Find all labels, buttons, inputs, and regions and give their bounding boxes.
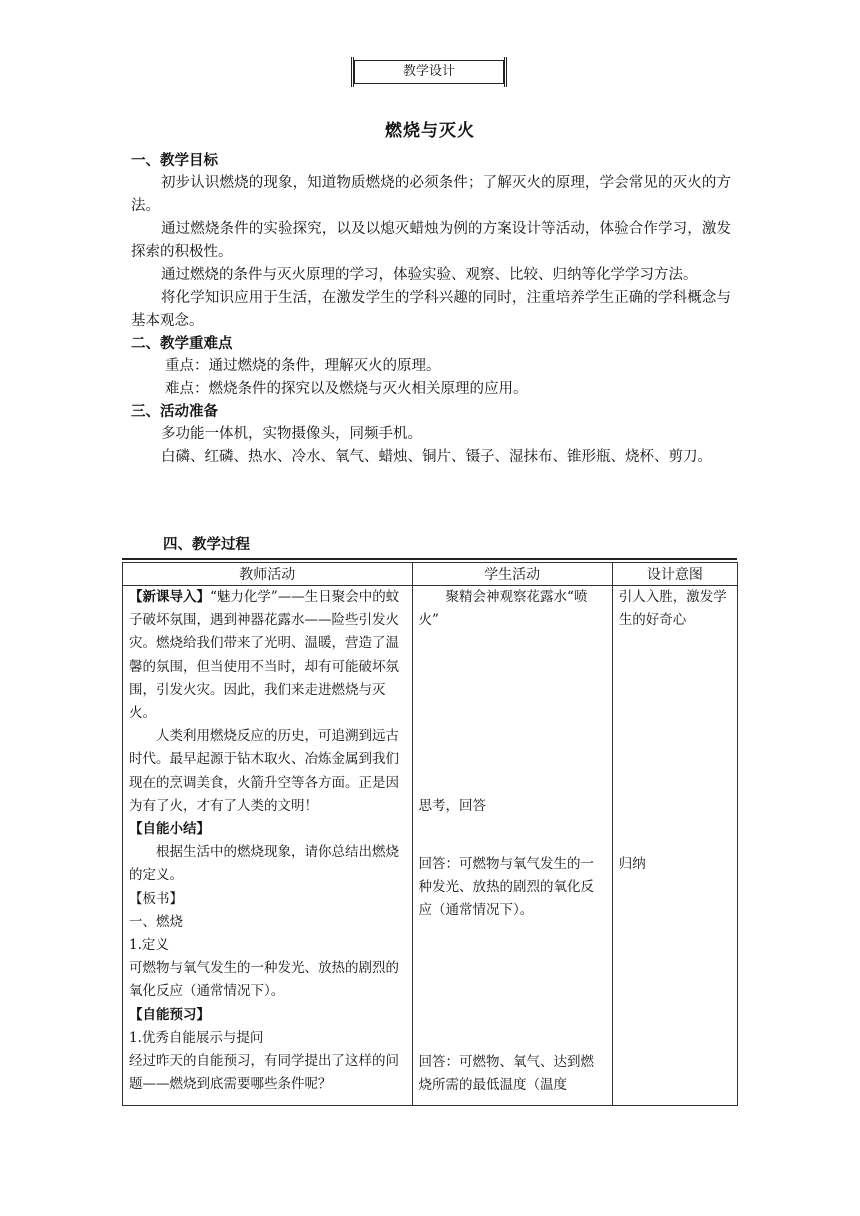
section-heading-key-points: 二、教学重难点 [131, 335, 233, 352]
intent-text: 引人入胜，激发学生的好奇心 [618, 589, 727, 629]
preview-label: 【自能预习】 [129, 1006, 210, 1023]
objective-paragraph: 将化学知识应用于生活，在激发学生的学科兴趣的同时，注重培养学生正确的学科概念与基本观念。 [131, 290, 731, 329]
student-answer-conditions: 回答：可燃物、氧气、达到燃烧所需的最低温度（温度 [418, 1054, 595, 1094]
preparation-item: 多功能一体机，实物摄像头，同频手机。 [161, 426, 422, 442]
board-line: 1.定义 [129, 937, 169, 954]
student-activity-cell [412, 586, 612, 1107]
board-line: 一、燃烧 [129, 913, 183, 930]
summary-label: 【自能小结】 [129, 821, 210, 838]
table-header-row [123, 563, 738, 586]
header-teacher-activity: 教师活动 [123, 563, 413, 586]
student-answer-definition: 回答：可燃物与氧气发生的一种发光、放热的剧烈的氧化反应（通常情况下）。 [418, 856, 595, 919]
table-top-rule [122, 558, 737, 560]
section-heading-objectives: 一、教学目标 [131, 152, 218, 169]
objective-paragraph: 通过燃烧条件的实验探究，以及以熄灭蜡烛为例的方案设计等活动，体验合作学习，激发探索的积极性。 [131, 221, 731, 260]
table-bottom-rule [122, 1105, 738, 1106]
objective-paragraph: 通过燃烧的条件与灭火原理的学习，体验实验、观察、比较、归纳等化学学习方法。 [161, 267, 698, 283]
document-type-banner: 教学设计 [354, 60, 504, 84]
preview-line: 经过昨天的自能预习，有同学提出了这样的问题——燃烧到底需要哪些条件呢？ [129, 1053, 399, 1093]
objective-paragraph: 初步认识燃烧的现象，知道物质燃烧的必须条件；了解灭火的原理，学会常见的灭火的方法。 [131, 175, 731, 214]
board-label: 【板书】 [129, 890, 183, 907]
teaching-process-table [122, 562, 738, 1106]
section-heading-preparation: 三、活动准备 [131, 403, 218, 420]
intro-label: 【新课导入】 [129, 589, 210, 605]
preview-line: 1.优秀自能展示与提问 [129, 1029, 264, 1046]
preparation-item: 白磷、红磷、热水、冷水、氧气、蜡烛、铜片、镊子、湿抹布、锥形瓶、烧杯、剪刀。 [161, 449, 712, 465]
intro-paragraph [129, 586, 406, 725]
board-line: 可燃物与氧气发生的一种发光、放热的剧烈的氧化反应（通常情况下）。 [129, 960, 399, 1000]
design-intent-cell [612, 586, 737, 1107]
header-design-intent: 设计意图 [612, 563, 737, 586]
key-point-item: 重点：通过燃烧的条件，理解灭火的原理。 [165, 358, 441, 374]
header-student-activity: 学生活动 [412, 563, 612, 586]
student-think-text: 思考，回答 [418, 798, 487, 814]
document-title: 燃烧与灭火 [385, 121, 475, 141]
intro-text: “魅力化学”——生日聚会中的蚊子破坏氛围，遇到神器花露水——险些引发火灾。燃烧给我们带来了光明、温暖，营造了温馨的氛围，但当使用不当时，却有可能破坏氛围，引发火灾。因此，我们来走进燃烧与灭火。 [129, 589, 400, 722]
summary-text: 根据生活中的燃烧现象，请你总结出燃烧的定义。 [129, 844, 399, 884]
student-observe-text: 聚精会神观察花露水“喷火” [418, 589, 588, 629]
difficult-point-item: 难点：燃烧条件的探究以及燃烧与灭火相关原理的应用。 [165, 381, 528, 397]
objectives-content [131, 150, 731, 469]
teacher-activity-cell [123, 586, 413, 1107]
table-row [123, 586, 738, 1107]
history-paragraph: 人类利用燃烧反应的历史，可追溯到远古时代。最早起源于钻木取火、冶炼金属到我们现在的烹调美食，火箭升空等各方面。正是因为有了火，才有了人类的文明！ [129, 728, 399, 814]
section-heading-process: 四、教学过程 [163, 536, 250, 553]
intent-text: 归纳 [618, 856, 646, 872]
